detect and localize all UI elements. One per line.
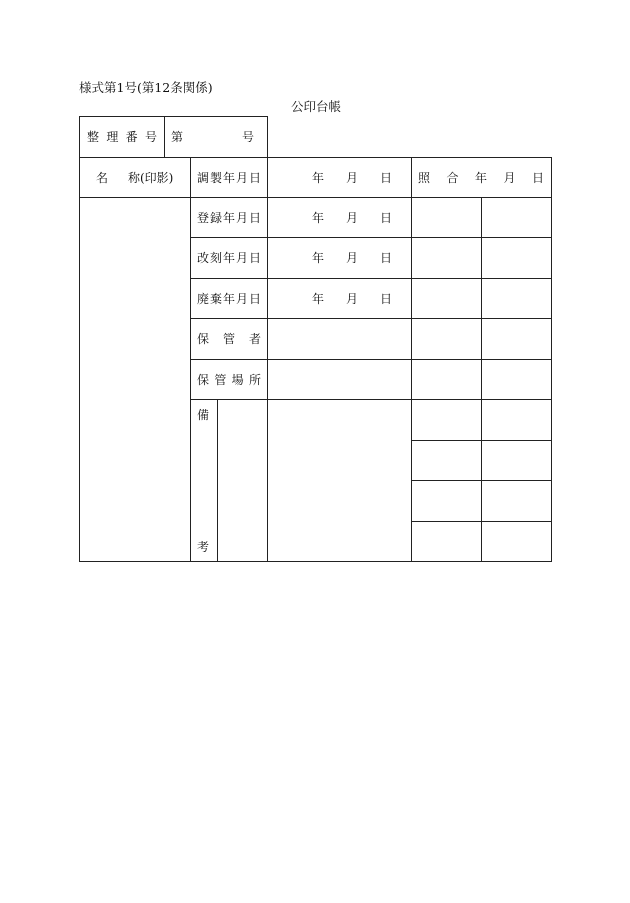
year-label: 年 xyxy=(312,251,325,265)
hokan-basho-label xyxy=(197,373,261,387)
seiri-label xyxy=(87,130,157,144)
chosei-label xyxy=(197,171,261,185)
haiki-char: 年 xyxy=(222,292,235,306)
seiri-go: 号 xyxy=(242,130,255,144)
day-label: 日 xyxy=(379,211,392,225)
shogo-char: 年 xyxy=(474,171,487,185)
hline xyxy=(411,440,552,441)
hline xyxy=(190,318,552,319)
year-label: 年 xyxy=(312,171,325,185)
hokan-basho-char: 管 xyxy=(214,373,227,387)
chosei-char: 年 xyxy=(222,171,235,185)
hokansha-char: 保 xyxy=(197,332,210,346)
name-impression-field[interactable] xyxy=(80,198,190,561)
remarks-field[interactable] xyxy=(268,400,411,561)
haiki-label xyxy=(197,292,261,306)
hline xyxy=(190,237,552,238)
haiki-char: 廃 xyxy=(197,292,210,306)
month-label: 月 xyxy=(345,251,358,265)
chosei-char: 調 xyxy=(197,171,210,185)
haiki-char: 棄 xyxy=(209,292,222,306)
month-label: 月 xyxy=(345,171,358,185)
haiki-char: 日 xyxy=(248,292,261,306)
shogo-label xyxy=(418,171,544,185)
hokansha-char: 者 xyxy=(248,332,261,346)
hline xyxy=(411,480,552,481)
month-label: 月 xyxy=(345,292,358,306)
touroku-date[interactable] xyxy=(312,211,392,225)
kaikoku-char: 月 xyxy=(235,251,248,265)
seiri-char: 整 xyxy=(87,130,100,144)
kaikoku-char: 日 xyxy=(248,251,261,265)
vline xyxy=(481,197,482,562)
seiri-char: 番 xyxy=(125,130,138,144)
haiki-date[interactable] xyxy=(312,292,392,306)
kaikoku-char: 年 xyxy=(222,251,235,265)
hokansha-char: 管 xyxy=(222,332,235,346)
touroku-char: 月 xyxy=(235,211,248,225)
day-label: 日 xyxy=(379,171,392,185)
chosei-char: 月 xyxy=(235,171,248,185)
shogo-char: 合 xyxy=(446,171,459,185)
seiri-dai: 第 xyxy=(171,130,184,144)
hline xyxy=(190,278,552,279)
form-number-label: 様式第1号(第12条関係) xyxy=(79,80,213,95)
day-label: 日 xyxy=(379,251,392,265)
kaikoku-char: 改 xyxy=(197,251,210,265)
chosei-char: 日 xyxy=(248,171,261,185)
shogo-char: 月 xyxy=(503,171,516,185)
seiri-char: 号 xyxy=(144,130,157,144)
haiki-char: 月 xyxy=(235,292,248,306)
vline xyxy=(217,400,218,562)
touroku-char: 録 xyxy=(209,211,222,225)
kaikoku-date[interactable] xyxy=(312,251,392,265)
chosei-char: 製 xyxy=(209,171,222,185)
year-label: 年 xyxy=(312,292,325,306)
hline xyxy=(190,359,552,360)
touroku-char: 登 xyxy=(197,211,210,225)
name-label-left: 名 xyxy=(96,171,109,185)
touroku-label xyxy=(197,211,261,225)
page-title: 公印台帳 xyxy=(291,99,342,114)
hokan-basho-char: 保 xyxy=(197,373,210,387)
shogo-char: 照 xyxy=(418,171,431,185)
kaikoku-char: 刻 xyxy=(209,251,222,265)
chosei-date[interactable] xyxy=(312,171,392,185)
touroku-char: 日 xyxy=(248,211,261,225)
seiri-char: 理 xyxy=(106,130,119,144)
remarks-label-bottom: 考 xyxy=(197,540,210,554)
day-label: 日 xyxy=(379,292,392,306)
hokansha-label xyxy=(197,332,261,346)
shogo-char: 日 xyxy=(531,171,544,185)
name-label-right: 称(印影) xyxy=(128,171,174,185)
month-label: 月 xyxy=(345,211,358,225)
year-label: 年 xyxy=(312,211,325,225)
remarks-label-top: 備 xyxy=(197,408,210,422)
hokan-basho-char: 場 xyxy=(231,373,244,387)
hokan-basho-char: 所 xyxy=(248,373,261,387)
hline xyxy=(411,521,552,522)
kaikoku-label xyxy=(197,251,261,265)
touroku-char: 年 xyxy=(222,211,235,225)
